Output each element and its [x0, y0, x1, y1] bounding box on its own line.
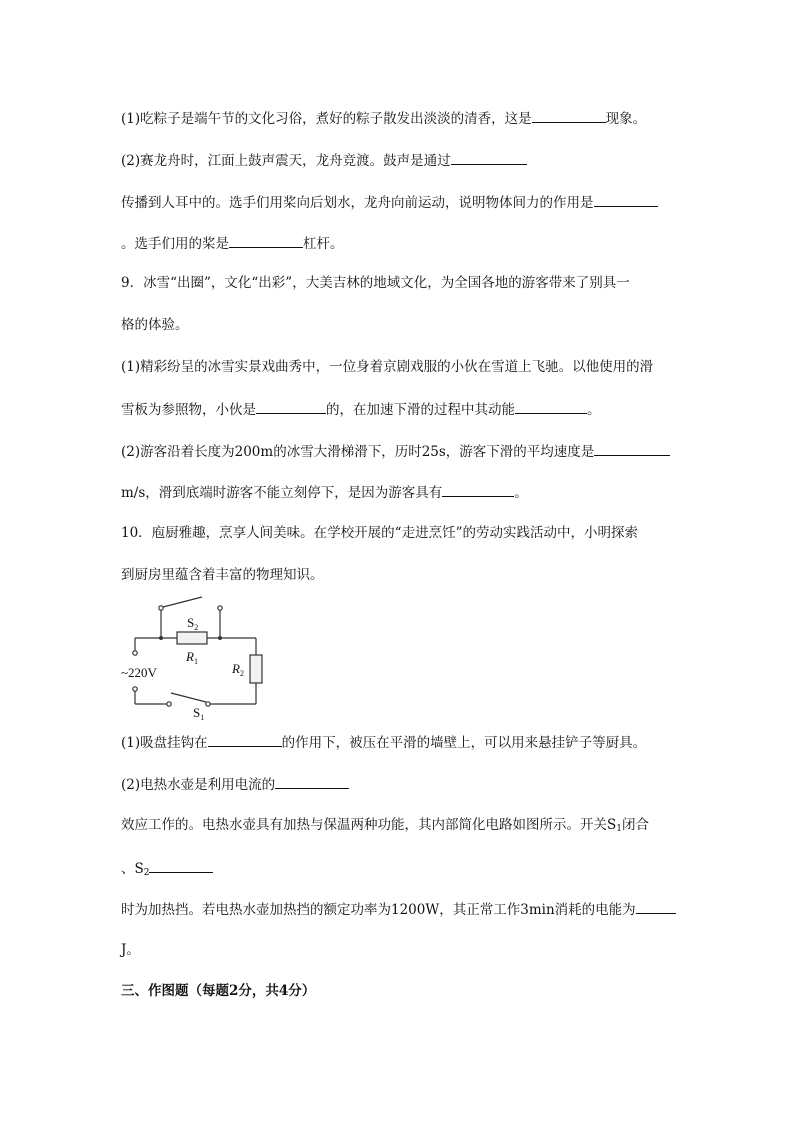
- q8-part2-text: (2)赛龙舟时，江面上鼓声震天，龙舟竞渡。鼓声是通过: [121, 153, 451, 169]
- q10-part2d: [121, 898, 676, 920]
- circuit-diagram: [113, 595, 273, 725]
- q8-blank-1[interactable]: [532, 107, 606, 123]
- q10-part2b: [121, 815, 649, 839]
- q9-part2a: [121, 440, 670, 462]
- q8-part1-suffix: 现象。: [605, 111, 647, 127]
- q10-part2e: J。: [121, 942, 140, 958]
- q9-part2b: [121, 481, 528, 503]
- s1-terminal-right: [206, 702, 210, 706]
- s2-terminal-left: [159, 606, 163, 610]
- q10-part2-text: (2)电热水壶是利用电流的: [121, 777, 276, 793]
- q9-part2a-text: (2)游客沿着长度为200m的冰雪大滑梯滑下，历时25s，游客下滑的平均速度是: [121, 444, 595, 460]
- label-voltage: ~220V: [121, 665, 157, 680]
- section3-heading: 三、作图题（每题2分，共4分）: [121, 983, 316, 999]
- q10-part1-prefix: (1)吸盘挂钩在: [121, 735, 208, 751]
- q8-part2: [121, 149, 527, 171]
- supply-terminal-bottom: [133, 687, 137, 691]
- q9-part2b-suffix: 。: [514, 485, 528, 501]
- q9-blank-4[interactable]: [442, 481, 514, 497]
- q9-intro-line1: 9．冰雪“出圈”，文化“出彩”，大美吉林的地域文化，为全国各地的游客带来了别具一: [121, 275, 630, 291]
- junction-right: [218, 636, 222, 640]
- q8-part1-text: (1)吃粽子是端午节的文化习俗，煮好的粽子散发出淡淡的清香，这是: [121, 111, 532, 127]
- q10-blank-4[interactable]: [636, 898, 676, 914]
- q9-blank-3[interactable]: [594, 440, 670, 456]
- s2-terminal-right: [218, 606, 222, 610]
- q9-part1b-prefix: 雪板为参照物，小伙是: [121, 402, 256, 418]
- q10-intro-line1: 10．庖厨雅趣，烹享人间美味。在学校开展的“走进烹饪”的劳动实践活动中，小明探索: [121, 525, 638, 541]
- q9-part1b-mid: 的，在加速下滑的过程中其动能: [326, 402, 515, 418]
- resistor-r1: [177, 632, 207, 644]
- q8-part2b-text: 传播到人耳中的。选手们用桨向后划水，龙舟向前运动，说明物体间力的作用是: [121, 195, 594, 211]
- supply-terminal-top: [133, 651, 137, 655]
- switch-s2-blade: [163, 597, 202, 607]
- q10-part2c: [121, 857, 213, 883]
- q8-blank-2[interactable]: [451, 149, 527, 165]
- q10-part2: [121, 773, 349, 795]
- label-r1: $R_1$: [186, 649, 198, 666]
- q8-part2c-prefix: 。选手们用的桨是: [121, 236, 229, 252]
- q10-intro-line2: 到厨房里蕴含着丰富的物理知识。: [121, 567, 324, 583]
- q8-blank-3[interactable]: [594, 191, 658, 207]
- q10-blank-1[interactable]: [208, 731, 282, 747]
- q9-part1b: [121, 398, 601, 420]
- q10-blank-3[interactable]: [149, 857, 213, 873]
- label-s1: $S_1$: [193, 705, 205, 722]
- q10-part2b-suffix: 闭合: [621, 817, 649, 833]
- s1-terminal-left: [167, 702, 171, 706]
- q10-part2b-sub: 1: [616, 824, 622, 834]
- q9-part1b-suffix: 。: [587, 402, 601, 418]
- q8-part2c: [121, 232, 344, 254]
- label-s2: $S_2$: [187, 615, 199, 632]
- q10-part1-suffix: 的作用下，被压在平滑的墙壁上，可以用来悬挂铲子等厨具。: [281, 735, 647, 751]
- q9-part2b-prefix: m/s，滑到底端时游客不能立刻停下，是因为游客具有: [121, 485, 443, 501]
- junction-left: [159, 636, 163, 640]
- label-r2: $R_2$: [232, 661, 244, 678]
- q10-part2c-sub: 2: [143, 868, 150, 878]
- switch-s1-blade: [171, 693, 206, 702]
- q9-intro-line2: 格的体验。: [121, 317, 189, 333]
- q8-part1: [121, 107, 646, 129]
- q9-part1a: (1)精彩纷呈的冰雪实景戏曲秀中，一位身着京剧戏服的小伙在雪道上飞驰。以他使用的滑: [121, 359, 654, 375]
- resistor-r2: [250, 655, 262, 683]
- q10-part2c-prefix: 、S: [121, 861, 144, 877]
- q9-blank-1[interactable]: [256, 398, 326, 414]
- q10-part1: [121, 731, 646, 753]
- q8-blank-4[interactable]: [229, 232, 303, 248]
- q10-blank-2[interactable]: [275, 773, 349, 789]
- q10-part2d-text: 时为加热挡。若电热水壶加热挡的额定功率为1200W，其正常工作3min消耗的电能为: [121, 902, 636, 918]
- q9-blank-2[interactable]: [515, 398, 587, 414]
- q8-part2b: [121, 191, 658, 213]
- q10-part2b-prefix: 效应工作的。电热水壶具有加热与保温两种功能，其内部简化电路如图所示。开关S: [121, 817, 617, 833]
- q8-part2c-suffix: 杠杆。: [303, 236, 344, 252]
